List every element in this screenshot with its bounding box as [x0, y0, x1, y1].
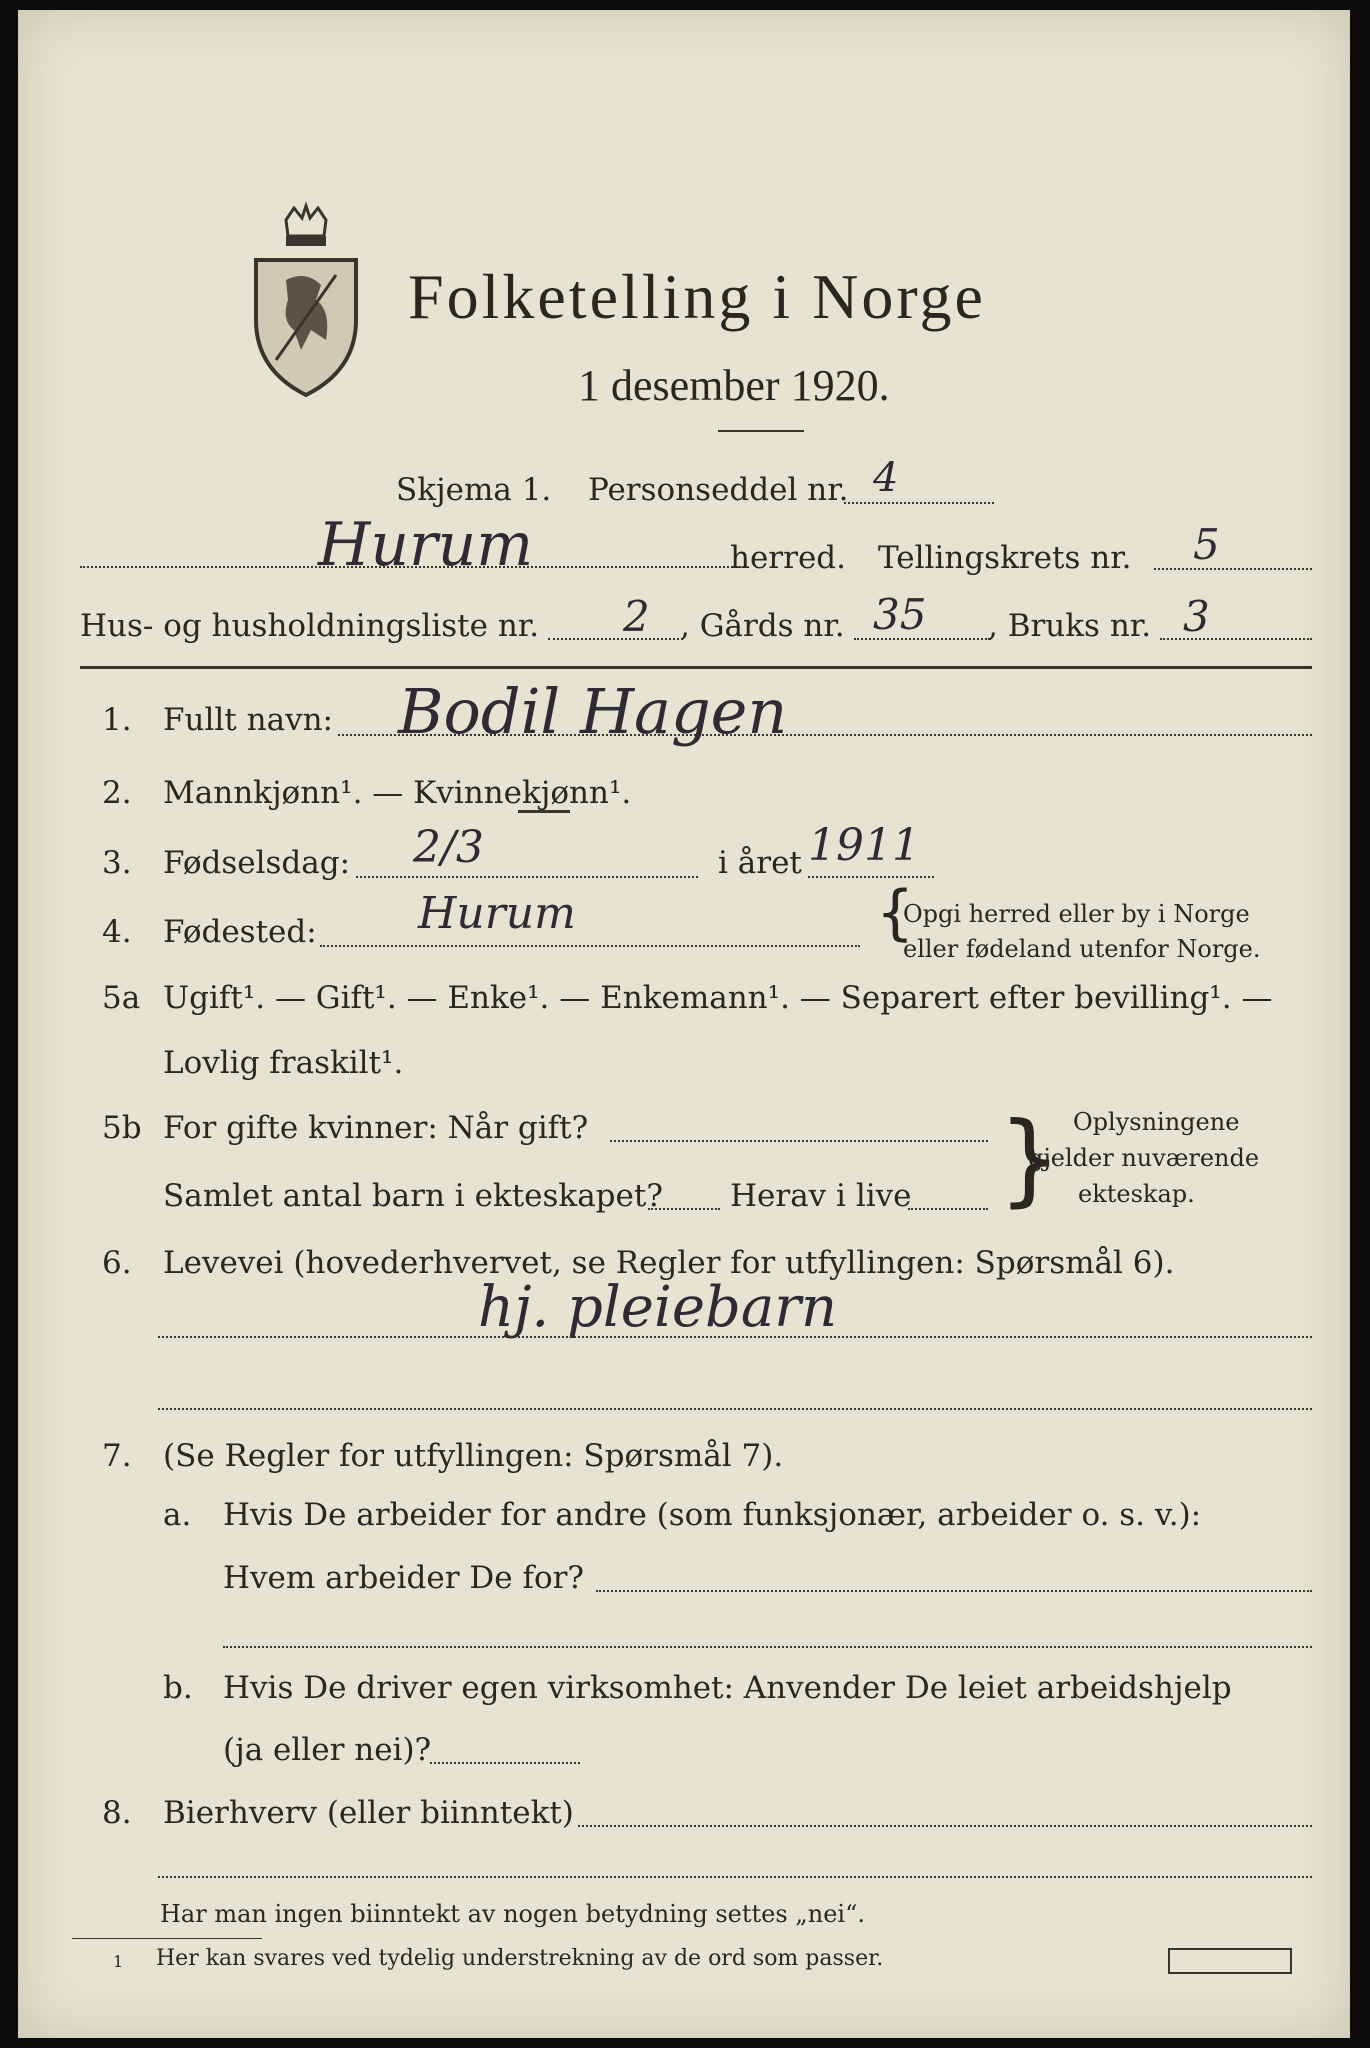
title-divider [718, 430, 804, 432]
q5b-note-line2: gjelder nuværende [1028, 1144, 1260, 1172]
q5b-live-label: Herav i live [730, 1178, 912, 1214]
header-divider [80, 666, 1312, 669]
q5b-children-line [648, 1208, 720, 1210]
norwegian-coat-of-arms-icon [246, 200, 366, 400]
footnote-number: 1 [113, 1952, 124, 1971]
schema-label: Skjema 1. [396, 472, 552, 508]
q5b-line1: For gifte kvinner: Når gift? [163, 1110, 589, 1146]
q5b-live-line [908, 1208, 988, 1210]
q7-number: 7. [102, 1438, 132, 1474]
q8-line1 [578, 1825, 1312, 1827]
q3-year-line [808, 876, 934, 878]
footnote-divider [72, 1938, 262, 1939]
q4-note-line2: eller fødeland utenfor Norge. [903, 935, 1261, 963]
tellingskrets-line [1154, 568, 1312, 570]
q8-line2 [158, 1876, 1312, 1878]
q5b-note-brace: } [998, 1100, 1062, 1217]
q7b-line1: Hvis De driver egen virksomhet: Anvender De leiet arbeidshjelp [223, 1670, 1232, 1706]
q7b-letter: b. [163, 1670, 193, 1706]
q4-line [320, 945, 860, 947]
q5a-number: 5a [102, 980, 141, 1016]
personseddel-line [844, 502, 994, 504]
gards-value[interactable]: 35 [873, 590, 927, 639]
personseddel-value[interactable]: 4 [873, 455, 899, 501]
q5b-married-line [610, 1140, 988, 1142]
q5b-note-line3: ekteskap. [1078, 1180, 1195, 1208]
q4-label: Fødested: [163, 914, 317, 950]
printer-stamp [1168, 1948, 1292, 1974]
q4-number: 4. [102, 914, 132, 950]
gards-label: , Gårds nr. [680, 608, 845, 644]
herred-value[interactable]: Hurum [318, 510, 534, 580]
q6-line2 [158, 1408, 1312, 1410]
q1-number: 1. [102, 702, 132, 738]
q3-year-label: i året [718, 845, 802, 881]
q2-label: Mannkjønn¹. — Kvinnekjønn¹. [163, 775, 632, 811]
q1-label: Fullt navn: [163, 702, 333, 738]
q4-note-line1: Opgi herred eller by i Norge [903, 900, 1250, 928]
form-title: Folketelling i Norge [408, 261, 986, 332]
q4-note-brace: { [876, 878, 915, 948]
q5a-line2: Lovlig fraskilt¹. [163, 1045, 404, 1081]
q3-line [356, 876, 698, 878]
q6-line1 [158, 1336, 1312, 1338]
bruks-label: , Bruks nr. [988, 608, 1152, 644]
census-form-page [18, 10, 1350, 2038]
q6-number: 6. [102, 1245, 132, 1281]
q1-value[interactable]: Bodil Hagen [398, 675, 788, 748]
q6-label: Levevei (hovederhvervet, se Regler for utfyllingen: Spørsmål 6). [163, 1245, 1175, 1281]
footnote-text: Her kan svares ved tydelig understrekning av de ord som passer. [156, 1946, 884, 1971]
q7b-line2: (ja eller nei)? [223, 1732, 432, 1768]
husliste-line [548, 638, 683, 640]
q3-year-value[interactable]: 1911 [808, 820, 920, 871]
q7a-line1: Hvis De arbeider for andre (som funksjonær, arbeider o. s. v.): [223, 1497, 1202, 1533]
q3-number: 3. [102, 845, 132, 881]
tellingskrets-value[interactable]: 5 [1193, 520, 1220, 569]
q2-number: 2. [102, 775, 132, 811]
q5a-line1: Ugift¹. — Gift¹. — Enke¹. — Enkemann¹. — Separert efter bevilling¹. — [163, 980, 1273, 1016]
q3-value[interactable]: 2/3 [413, 822, 484, 873]
tellingskrets-label: Tellingskrets nr. [878, 540, 1132, 576]
q7a-letter: a. [163, 1497, 192, 1533]
nei-note: Har man ingen biinntekt av nogen betydning settes „nei“. [160, 1900, 865, 1928]
q5b-line2: Samlet antal barn i ekteskapet? [163, 1178, 663, 1214]
q7a-extra-line [223, 1646, 1312, 1648]
personseddel-label: Personseddel nr. [588, 472, 849, 508]
q8-number: 8. [102, 1795, 132, 1831]
q7a-line2: Hvem arbeider De for? [223, 1560, 585, 1596]
q3-label: Fødselsdag: [163, 845, 351, 881]
bruks-value[interactable]: 3 [1183, 592, 1210, 641]
census-date: 1 desember 1920. [578, 361, 890, 410]
q6-value[interactable]: hj. pleiebarn [478, 1275, 838, 1340]
q7-label: (Se Regler for utfyllingen: Spørsmål 7). [163, 1438, 784, 1474]
q8-label: Bierhverv (eller biinntekt) [163, 1795, 574, 1831]
q4-value[interactable]: Hurum [418, 888, 576, 939]
husliste-label: Hus- og husholdningsliste nr. [80, 608, 540, 644]
q7b-answer-line [430, 1762, 580, 1764]
husliste-value[interactable]: 2 [623, 592, 650, 641]
q2-underline [518, 810, 570, 813]
herred-label: herred. [730, 540, 846, 576]
q5b-number: 5b [102, 1110, 142, 1146]
q7a-employer-line [596, 1590, 1312, 1592]
q5b-note-line1: Oplysningene [1073, 1108, 1240, 1136]
